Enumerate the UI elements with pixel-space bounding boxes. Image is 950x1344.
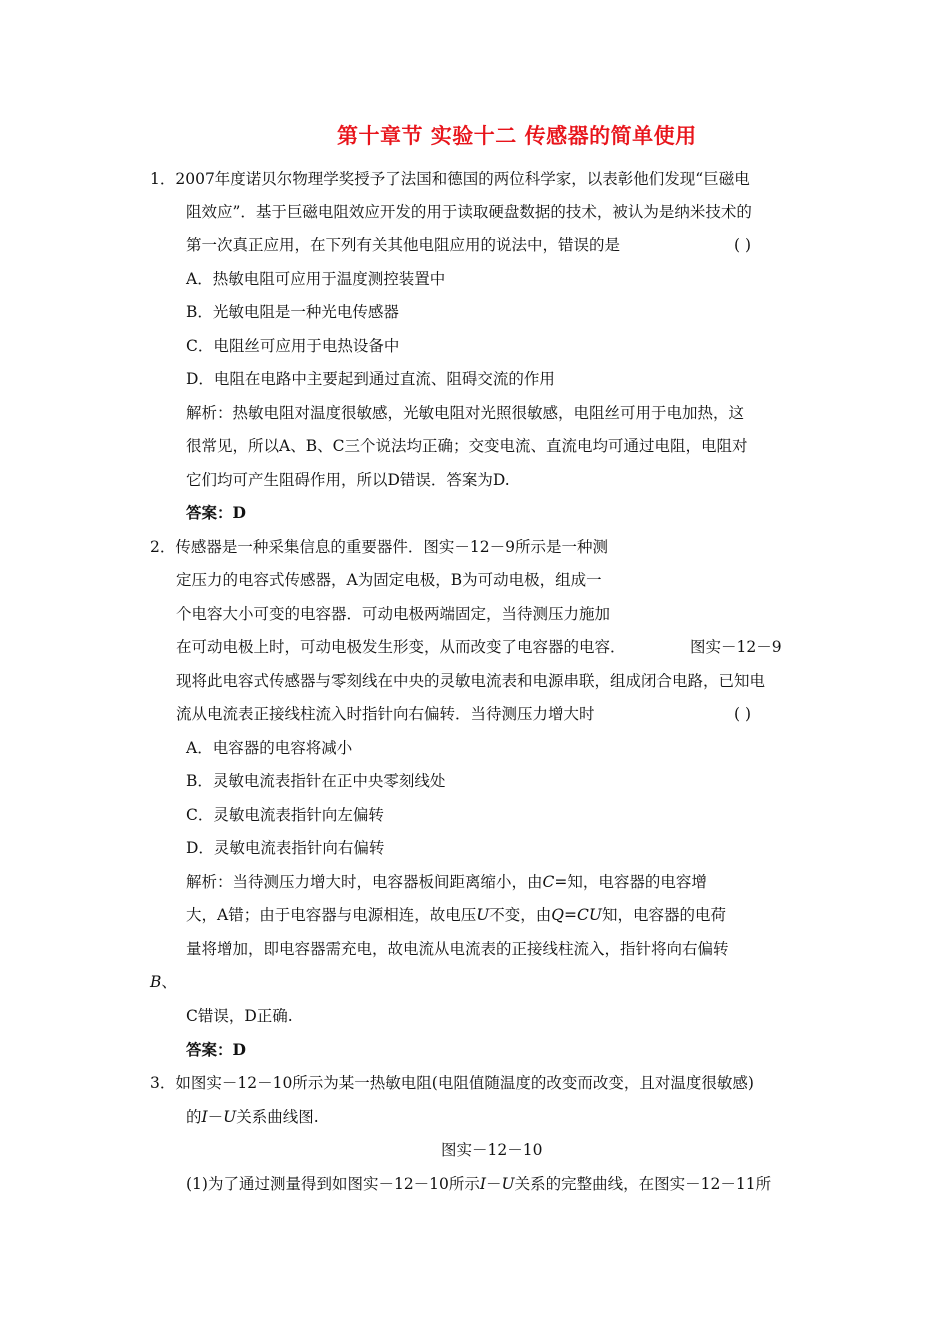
q2-answer-blank: ( ) (734, 705, 752, 723)
q2-analysis-text-e: 知，电容器的电荷 (601, 906, 726, 924)
q3-dash: － (207, 1108, 224, 1126)
q2-stem-line-4: 在可动电极上时，可动电极发生形变，从而改变了电容器的电容． (176, 638, 626, 656)
q2-analysis-text-d: 不变，由 (489, 906, 552, 924)
q1-option-b: B．光敏电阻是一种光电传感器 (186, 303, 399, 321)
q2-option-a: A．电容器的电容将减小 (186, 739, 353, 757)
q1-stem-line-2: 阻效应”．基于巨磁电阻效应开发的用于读取硬盘数据的技术，被认为是纳米技术的 (186, 203, 752, 221)
q2-analysis-symbol-cu: CU (577, 906, 602, 924)
q2-analysis-line-1 (186, 871, 707, 893)
q2-stem-line-3: 个电容大小可变的电容器．可动电极两端固定，当待测压力施加 (176, 605, 611, 623)
q2-analysis-symbol-b: B (150, 973, 162, 991)
q1-stem-line-3: 第一次真正应用，在下列有关其他电阻应用的说法中，错误的是 (186, 236, 621, 254)
q1-answer-blank: ( ) (734, 236, 752, 254)
q2-analysis-text-c: 大，A错；由于电容器与电源相连，故电压 (186, 906, 477, 924)
q2-stem-line-1: 2．传感器是一种采集信息的重要器件．图实－12－9所示是一种测 (150, 538, 608, 556)
q2-analysis-equals: = (564, 906, 578, 924)
q2-stem-line-2: 定压力的电容式传感器，A为固定电极，B为可动电极，组成一 (176, 571, 602, 589)
q2-option-d: D．灵敏电流表指针向右偏转 (186, 839, 385, 857)
q1-analysis-line-1: 解析：热敏电阻对温度很敏感，光敏电阻对光照很敏感，电阻丝可用于电加热，这 (186, 404, 745, 422)
q3-figure-label: 图实－12－10 (441, 1141, 543, 1159)
q2-analysis-line-2 (186, 904, 726, 926)
q2-analysis-text-a: 解析：当待测压力增大时，电容器板间距离缩小，由 (186, 873, 543, 891)
q2-figure-label: 图实－12－9 (690, 638, 782, 656)
q3-part1-symbol-i: I (479, 1175, 487, 1193)
q3-part1-text-a: (1)为了通过测量得到如图实－12－10所示 (186, 1175, 480, 1193)
q3-text-a: 的 (186, 1108, 202, 1126)
q1-analysis-line-3: 它们均可产生阻碍作用，所以D错误．答案为D. (186, 471, 510, 489)
q2-analysis-symbol-c: C (542, 873, 555, 891)
q1-analysis-line-2: 很常见，所以A、B、C三个说法均正确；交变电流、直流电均可通过电阻，电阻对 (186, 437, 748, 455)
q3-part1-symbol-u: U (501, 1175, 515, 1193)
q2-answer: 答案：D (186, 1040, 246, 1059)
q1-stem-line-1: 1．2007年度诺贝尔物理学奖授予了法国和德国的两位科学家，以表彰他们发现“巨磁电 (150, 170, 750, 188)
q3-part1-dash: － (486, 1175, 502, 1193)
q3-part1-line (186, 1173, 771, 1195)
q1-answer: 答案：D (186, 503, 246, 522)
q3-symbol-u: U (223, 1108, 237, 1126)
q2-analysis-comma: 、 (161, 973, 177, 991)
q2-analysis-line-5: C错误，D正确. (186, 1007, 293, 1025)
q1-option-a: A．热敏电阻可应用于温度测控装置中 (186, 270, 446, 288)
q3-text-b: 关系曲线图. (236, 1108, 319, 1126)
page-title: 第十章节 实验十二 传感器的简单使用 (337, 124, 697, 148)
q2-analysis-text-b: =知，电容器的电容增 (554, 873, 707, 891)
q2-stem-line-5: 现将此电容式传感器与零刻线在中央的灵敏电流表和电源串联，组成闭合电路，已知电 (176, 672, 766, 690)
q2-analysis-line-3: 量将增加，即电容器需充电，故电流从电流表的正接线柱流入，指针将向右偏转 (186, 940, 729, 958)
q3-stem-line-2 (186, 1106, 319, 1128)
q2-analysis-symbol-u: U (476, 906, 490, 924)
q3-symbol-i: I (201, 1108, 208, 1126)
q1-option-c: C．电阻丝可应用于电热设备中 (186, 337, 400, 355)
q3-stem-line-1: 3．如图实－12－10所示为某一热敏电阻(电阻值随温度的改变而改变，且对温度很敏感) (150, 1074, 754, 1092)
q1-option-d: D．电阻在电路中主要起到通过直流、阻碍交流的作用 (186, 370, 555, 388)
q2-option-b: B．灵敏电流表指针在正中央零刻线处 (186, 772, 446, 790)
q2-stem-line-6: 流从电流表正接线柱流入时指针向右偏转．当待测压力增大时 (176, 705, 595, 723)
q2-analysis-symbol-q: Q (551, 906, 565, 924)
q2-analysis-line-4 (150, 971, 177, 993)
q2-option-c: C．灵敏电流表指针向左偏转 (186, 806, 384, 824)
q3-part1-text-b: 关系的完整曲线，在图实－12－11所 (514, 1175, 772, 1193)
